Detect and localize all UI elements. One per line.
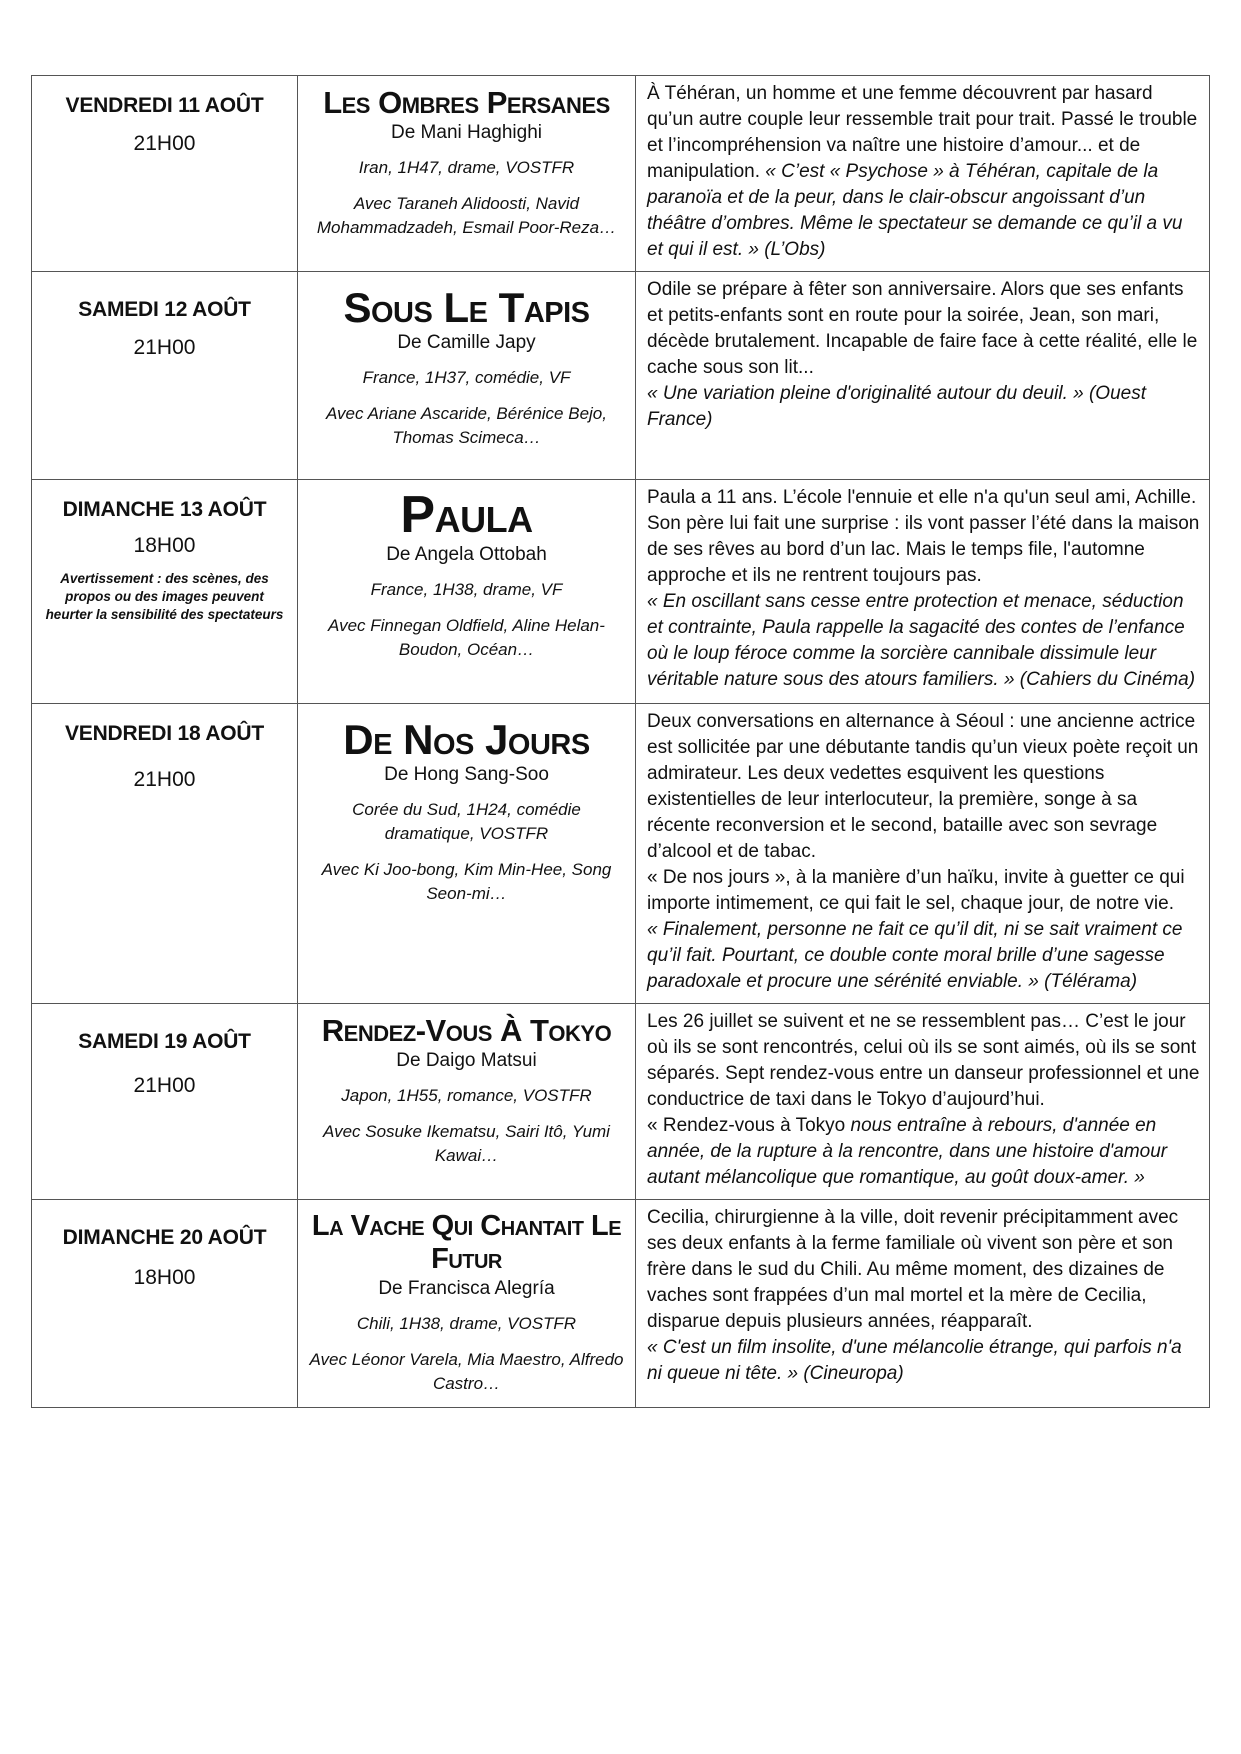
synopsis: [647, 81, 1201, 263]
synopsis-quote: nous entraîne à rebours, d'année en année, de la rupture à la rencontre, dans une histoire d'amour autant mélancolique que romantique, au goût doux-amer. »: [647, 1115, 1168, 1188]
schedule-table: [31, 75, 1210, 1408]
date-cell: [32, 76, 298, 272]
film-cast: Avec Léonor Varela, Mia Maestro, Alfredo Castro…: [309, 1349, 624, 1393]
film-cast: Avec Ki Joo-bong, Kim Min-Hee, Song Seon-mi…: [321, 860, 612, 904]
film-cell: [298, 704, 636, 1004]
synopsis-cell: [636, 704, 1210, 1004]
film-cell: [298, 272, 636, 480]
synopsis: [647, 1113, 1201, 1191]
film-director: De Mani Haghighi: [390, 121, 543, 143]
film-director: De Hong Sang-Soo: [384, 764, 549, 786]
screening-row: [32, 704, 1210, 1004]
film-director: De Francisca Alegría: [378, 1277, 555, 1299]
synopsis-text: Paula a 11 ans. L’école l'ennuie et elle n'a qu'un seul ami, Achille. Son père lui fait une surprise : ils vont passer l’été dans la maison de ses rêves au bord d’un lac. Mais le temps file, l'automne approche et ils ne rentrent toujours pas.: [647, 487, 1200, 586]
film-director: De Camille Japy: [397, 332, 536, 354]
screening-time: 21H00: [133, 336, 196, 359]
film-cell: [298, 1004, 636, 1200]
screening-time: 21H00: [133, 768, 196, 791]
synopsis-text: Les 26 juillet se suivent et ne se ressemblent pas… C’est le jour où ils se sont rencontrés, celui où ils se sont aimés, où ils se sont séparés. Sept rendez-vous entre un danseur professionnel et une conductrice de taxi dans le Tokyo d’aujourd’hui.: [647, 1011, 1200, 1110]
screening-day: VENDREDI 11 AOÛT: [65, 94, 264, 117]
screening-time: 18H00: [133, 534, 196, 557]
film-director: De Daigo Matsui: [396, 1049, 537, 1071]
film-cast: Avec Taraneh Alidoosti, Navid Mohammadzadeh, Esmail Poor-Reza…: [316, 193, 617, 237]
film-info: Corée du Sud, 1H24, comédie dramatique, VOSTFR: [352, 800, 581, 844]
film-info: Japon, 1H55, romance, VOSTFR: [341, 1085, 592, 1105]
screening-row: [32, 272, 1210, 480]
date-cell: [32, 272, 298, 480]
film-title: Sous Le Tapis: [343, 284, 590, 331]
date-cell: [32, 480, 298, 704]
synopsis-cell: [636, 76, 1210, 272]
screening-time: 18H00: [133, 1266, 196, 1289]
date-cell: [32, 1004, 298, 1200]
synopsis-quote: « Une variation pleine d'originalité autour du deuil. » (Ouest France): [647, 383, 1146, 430]
screening-row: [32, 480, 1210, 704]
date-cell: [32, 704, 298, 1004]
screening-row: [32, 76, 1210, 272]
film-cell: [298, 76, 636, 272]
film-cast: Avec Finnegan Oldfield, Aline Helan-Boudon, Océan…: [328, 615, 605, 659]
film-cast: Avec Ariane Ascaride, Bérénice Bejo, Thomas Scimeca…: [326, 404, 607, 448]
synopsis-quote: « En oscillant sans cesse entre protection et menace, séduction et contrainte, Paula rappelle la sagacité des contes de l’enfance où le loup féroce comme la sorcière cannibale dissimule leur véritable nature sous des atours familiers. » (Cahiers du Cinéma): [647, 591, 1196, 690]
screening-day: SAMEDI 19 AOÛT: [78, 1030, 251, 1053]
screening-day: SAMEDI 12 AOÛT: [78, 298, 251, 321]
screening-day: DIMANCHE 20 AOÛT: [62, 1226, 267, 1249]
screening-time: 21H00: [133, 132, 196, 155]
screening-row: [32, 1004, 1210, 1200]
synopsis-cell: [636, 1200, 1210, 1408]
film-cell: [298, 1200, 636, 1408]
film-title: Paula: [400, 486, 533, 544]
film-title: Rendez-Vous À Tokyo: [321, 1013, 612, 1048]
date-cell: [32, 1200, 298, 1408]
synopsis-text: « De nos jours », à la manière d’un haïku, invite à guetter ce qui importe intimement, ce qui fait le sel, chaque jour, de notre vie.: [647, 867, 1185, 914]
synopsis-cell: [636, 480, 1210, 704]
synopsis-cell: [636, 272, 1210, 480]
synopsis-text: À Téhéran, un homme et une femme découvrent par hasard qu’un autre couple leur ressemble trait pour trait. Passé le trouble et l’incompréhension va naître une histoire d’amour... et de manipulation.: [647, 83, 1198, 182]
film-info: France, 1H38, drame, VF: [370, 579, 563, 599]
synopsis-quote: « C’est « Psychose » à Téhéran, capitale de la paranoïa et de la peur, dans le clair-obscur angoissant d’un théâtre d’ombres. Même le spectateur se demande ce qu’il a vu et qui il est. » (L’Obs): [647, 161, 1183, 260]
synopsis-quote: « Finalement, personne ne fait ce qu’il dit, ni se sait vraiment ce qu’il fait. Pourtant, ce double conte moral brille d’une sagesse paradoxale et procure une sérénité enviable. » (Télérama): [647, 919, 1183, 992]
content-warning: Avertissement : des scènes, des propos ou des images peuvent heurter la sensibilité des spectateurs: [45, 571, 284, 622]
synopsis-text: Odile se prépare à fêter son anniversaire. Alors que ses enfants et petits-enfants sont en route pour la soirée, Jean, son mari, décède brutalement. Incapable de faire face à cette réalité, elle le cache sous son lit...: [647, 279, 1198, 378]
film-cell: [298, 480, 636, 704]
screening-day: VENDREDI 18 AOÛT: [64, 722, 265, 745]
synopsis-text: Cecilia, chirurgienne à la ville, doit revenir précipitamment avec ses deux enfants à la ferme familiale où vivent son père et son frère dans le sud du Chili. Au même moment, des dizaines de vaches sont frappées d’un mal mortel et la mère de Cecilia, disparue depuis plusieurs années, réapparaît.: [647, 1207, 1179, 1332]
film-info: France, 1H37, comédie, VF: [362, 368, 571, 388]
film-director: De Angela Ottobah: [386, 543, 547, 565]
screening-time: 21H00: [133, 1074, 196, 1097]
synopsis-text: « Rendez-vous à Tokyo: [647, 1115, 851, 1136]
film-cast: Avec Sosuke Ikematsu, Sairi Itô, Yumi Kawai…: [323, 1121, 610, 1165]
screening-row: [32, 1200, 1210, 1408]
film-title: La Vache Qui Chantait Le Futur: [311, 1210, 622, 1276]
synopsis-text: Deux conversations en alternance à Séoul : une ancienne actrice est sollicitée par une débutante tandis qu’un vieux poète reçoit un admirateur. Les deux vedettes esquivent les questions existentielles de leur interlocuteur, la première, songe à sa récente reconversion et le second, bataille avec son sevrage d’alcool et de tabac.: [647, 711, 1199, 862]
film-title: De Nos Jours: [343, 716, 590, 763]
film-title: Les Ombres Persanes: [323, 85, 610, 120]
synopsis-cell: [636, 1004, 1210, 1200]
screening-day: DIMANCHE 13 AOÛT: [62, 498, 267, 521]
film-info: Iran, 1H47, drame, VOSTFR: [358, 157, 575, 177]
film-info: Chili, 1H38, drame, VOSTFR: [356, 1313, 577, 1333]
synopsis-quote: « C'est un film insolite, d'une mélancolie étrange, qui parfois n'a ni queue ni tête. » (Cineuropa): [647, 1337, 1182, 1384]
